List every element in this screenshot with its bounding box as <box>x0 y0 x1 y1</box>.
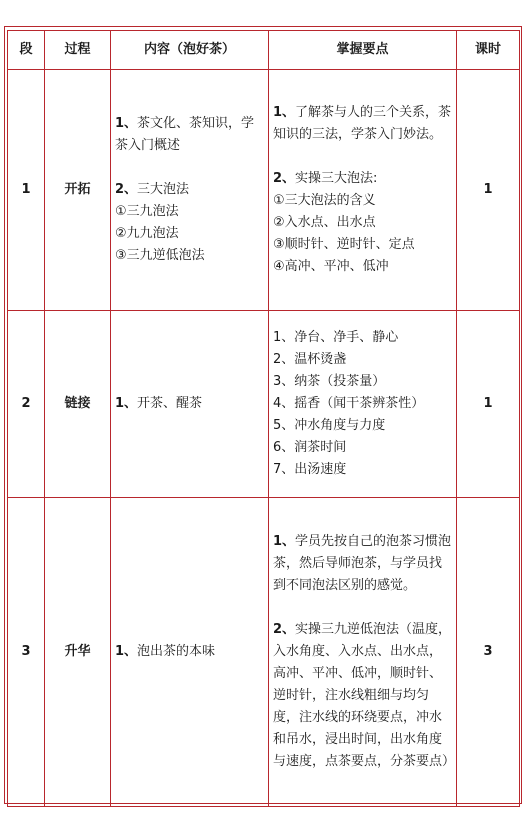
segment-cell: 3 <box>8 498 45 807</box>
table-row <box>8 70 520 311</box>
header-process: 过程 <box>45 31 111 70</box>
points-item-1 <box>273 102 453 146</box>
content-item-2 <box>115 179 265 201</box>
header-key-points: 掌握要点 <box>269 31 457 70</box>
item-text: 了解茶与人的三个关系，茶知识的三法，学茶入门妙法。 <box>273 105 452 142</box>
content-sub-item: ②九九泡法 <box>115 226 179 241</box>
item-text: 学员先按自己的泡茶习惯泡茶，然后导师泡茶，与学员找到不同泡法区别的感觉。 <box>273 534 452 593</box>
content-cell <box>111 70 269 311</box>
item-number: 2、 <box>115 182 138 197</box>
hours-cell: 1 <box>457 311 520 498</box>
process-cell: 开拓 <box>45 70 111 311</box>
item-number: 2、 <box>273 171 296 186</box>
item-number: 1、 <box>115 116 138 131</box>
course-table <box>7 30 520 807</box>
content-item-1 <box>115 113 265 157</box>
points-list-item: 1、净台、净手、静心 <box>273 330 399 345</box>
points-item-1 <box>273 531 453 597</box>
points-sub-item: ①三大泡法的含义 <box>273 193 376 208</box>
item-text: 实操三九逆低泡法（温度，入水角度、入水点、出水点，高冲、平冲、低冲，顺时针、逆时针，注水线粗细与均匀度，注水线的环绕要点，冲水和吊水，浸出时间，出水角度与速度，点茶要点，分茶要点） <box>273 622 456 769</box>
points-list-item: 7、出汤速度 <box>273 462 347 477</box>
item-number: 1、 <box>273 105 296 120</box>
points-list-item: 4、摇香（闻干茶辨茶性） <box>273 396 425 411</box>
points-sub-item: ④高冲、平冲、低冲 <box>273 259 389 274</box>
points-list-item: 3、纳茶（投茶量） <box>273 374 386 389</box>
header-hours: 课时 <box>457 31 520 70</box>
segment-cell: 2 <box>8 311 45 498</box>
item-text: 开茶、醒茶 <box>137 396 203 411</box>
key-points-cell <box>269 311 457 498</box>
points-list-item: 5、冲水角度与力度 <box>273 418 386 433</box>
process-cell: 链接 <box>45 311 111 498</box>
item-text: 实操三大泡法: <box>295 171 378 186</box>
hours-cell: 3 <box>457 498 520 807</box>
header-content: 内容（泡好茶） <box>111 31 269 70</box>
points-list-item: 6、润茶时间 <box>273 440 347 455</box>
content-cell <box>111 311 269 498</box>
key-points-cell <box>269 70 457 311</box>
content-cell <box>111 498 269 807</box>
item-number: 1、 <box>115 396 138 411</box>
header-segment: 段 <box>8 31 45 70</box>
item-text: 泡出茶的本味 <box>137 644 216 659</box>
content-sub-item: ③三九逆低泡法 <box>115 248 205 263</box>
item-text: 三大泡法 <box>137 182 190 197</box>
points-item-2 <box>273 619 456 773</box>
item-number: 2、 <box>273 622 296 637</box>
points-sub-item: ③顺时针、逆时针、定点 <box>273 237 415 252</box>
content-sub-item: ①三九泡法 <box>115 204 179 219</box>
points-list-item: 2、温杯烫盏 <box>273 352 347 367</box>
content-item-1 <box>115 641 265 663</box>
content-item-1 <box>115 393 265 415</box>
points-sub-item: ②入水点、出水点 <box>273 215 376 230</box>
segment-cell: 1 <box>8 70 45 311</box>
points-item-2 <box>273 168 453 190</box>
key-points-cell <box>269 498 457 807</box>
item-text: 茶文化、茶知识，学茶入门概述 <box>115 116 255 153</box>
item-number: 1、 <box>115 644 138 659</box>
table-row <box>8 311 520 498</box>
process-cell: 升华 <box>45 498 111 807</box>
header-row <box>8 31 520 70</box>
hours-cell: 1 <box>457 70 520 311</box>
table-row <box>8 498 520 807</box>
item-number: 1、 <box>273 534 296 549</box>
